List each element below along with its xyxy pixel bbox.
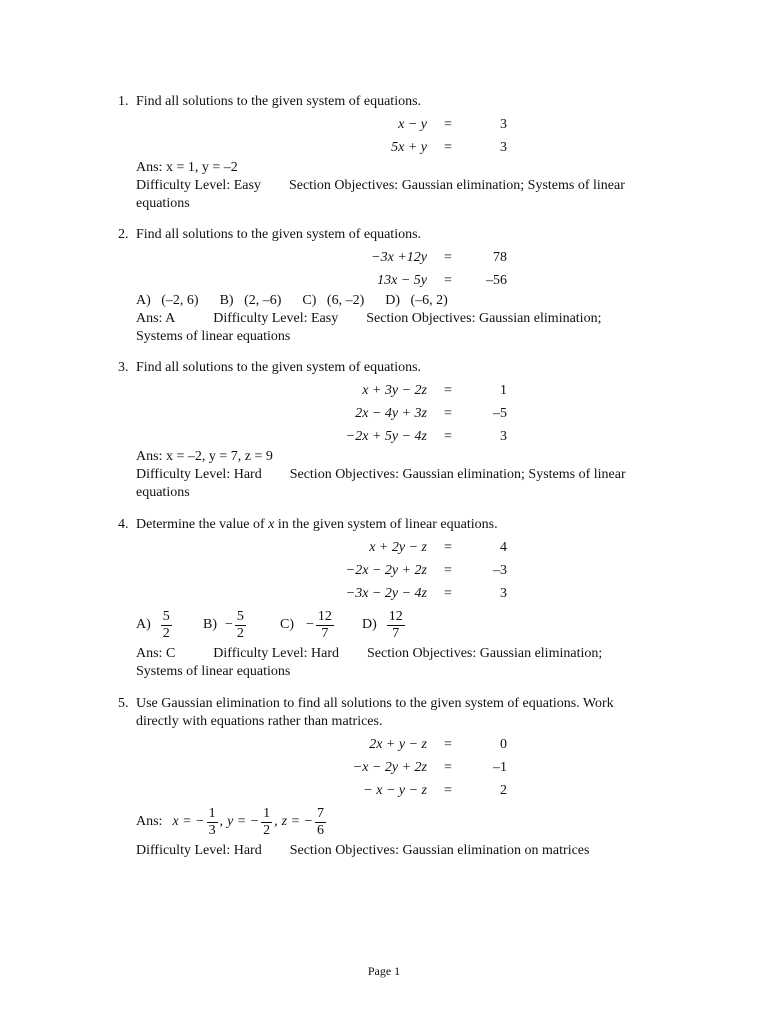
answer: Ans: A — [136, 311, 176, 326]
meta-line — [136, 842, 678, 860]
difficulty: Difficulty Level: Hard — [136, 843, 262, 858]
equation-system — [136, 246, 678, 292]
objectives-continued: equations — [136, 196, 190, 211]
fraction: $\frac{12}{7}$ — [317, 608, 332, 641]
equation-system — [136, 113, 678, 159]
answer-y: y = − $\frac{1}{2}$ , — [227, 805, 278, 838]
difficulty: Difficulty Level: Hard — [136, 467, 262, 482]
question-3 — [118, 359, 678, 502]
equation-row: 2x − 4y + 3z = –5 — [355, 405, 507, 421]
meta-line — [136, 310, 678, 328]
equation-system — [136, 733, 678, 802]
difficulty: Difficulty Level: Easy — [136, 178, 261, 193]
equation-row: 13x − 5y = –56 — [377, 272, 507, 288]
question-prompt: Find all solutions to the given system of equations. — [136, 94, 422, 109]
question-prompt-continued: directly with equations rather than matrices. — [136, 714, 383, 729]
question-4 — [118, 516, 678, 681]
objectives-continued: Systems of linear equations — [136, 664, 291, 679]
difficulty: Difficulty Level: Hard — [213, 646, 339, 661]
objectives: Section Objectives: Gaussian elimination on matrices — [289, 843, 590, 858]
question-1 — [118, 93, 678, 213]
equation-system — [136, 536, 678, 605]
answer: Ans: x = − $\frac{1}{3}$ , y = − $\frac{1}{2}$ , z = − $\frac{7}{6}$ — [136, 802, 678, 842]
question-number: 5. — [118, 696, 129, 711]
option-c: C) − $\frac{12}{7}$ — [280, 608, 332, 641]
objectives: Section Objectives: Gaussian elimination; — [366, 311, 602, 326]
question-number: 4. — [118, 517, 129, 532]
equation-row: x + 2y − z = 4 — [369, 539, 507, 555]
objectives: Section Objectives: Gaussian elimination; Systems of linear — [288, 178, 625, 193]
question-prompt: Determine the value of x in the given system of linear equations. — [136, 517, 498, 532]
equation-row: − x − y − z = 2 — [363, 782, 507, 798]
question-number: 1. — [118, 94, 129, 109]
equation-row: 5x + y = 3 — [391, 139, 507, 155]
option-d: D) $\frac{12}{7}$ — [362, 608, 403, 641]
question-number: 3. — [118, 360, 129, 375]
answer: Ans: C — [136, 646, 176, 661]
equation-row: x + 3y − 2z = 1 — [362, 382, 507, 398]
question-2 — [118, 226, 678, 346]
fraction: $\frac{1}{3}$ — [208, 805, 216, 838]
equation-row: −2x + 5y − 4z = 3 — [345, 428, 507, 444]
page-footer: Page 1 — [367, 964, 401, 978]
fraction: $\frac{1}{2}$ — [263, 805, 271, 838]
option-a: A) $\frac{5}{2}$ — [136, 608, 170, 641]
answer: Ans: x = –2, y = 7, z = 9 — [136, 449, 273, 464]
question-prompt: Use Gaussian elimination to find all solutions to the given system of equations. Work — [136, 696, 614, 711]
equation-row: x − y = 3 — [398, 116, 507, 132]
answer-z: z = − $\frac{7}{6}$ — [281, 805, 325, 838]
objectives-continued: equations — [136, 485, 190, 500]
question-prompt: Find all solutions to the given system of equations. — [136, 360, 422, 375]
question-prompt: Find all solutions to the given system of equations. — [136, 227, 422, 242]
answer-options — [136, 605, 678, 645]
difficulty: Difficulty Level: Easy — [213, 311, 339, 326]
fraction: $\frac{5}{2}$ — [162, 608, 170, 641]
fraction: $\frac{5}{2}$ — [236, 608, 244, 641]
meta-line — [136, 645, 678, 663]
equation-row: −x − 2y + 2z = –1 — [352, 759, 507, 775]
fraction: $\frac{7}{6}$ — [317, 805, 325, 838]
option-b: B) − $\frac{5}{2}$ — [203, 608, 244, 641]
question-5 — [118, 695, 678, 860]
equation-row: −2x − 2y + 2z = –3 — [345, 562, 507, 578]
objectives: Section Objectives: Gaussian elimination; — [367, 646, 603, 661]
equation-row: −3x +12y = 78 — [371, 249, 507, 265]
meta-line — [136, 466, 678, 484]
objectives: Section Objectives: Gaussian elimination; Systems of linear — [289, 467, 626, 482]
question-number: 2. — [118, 227, 129, 242]
equation-row: 2x + y − z = 0 — [369, 736, 507, 752]
fraction: $\frac{12}{7}$ — [388, 608, 403, 641]
answer: Ans: x = 1, y = –2 — [136, 160, 238, 175]
meta-line — [136, 177, 678, 195]
answer-options: A) (–2, 6) B) (2, –6) C) (6, –2) D) (–6, 2) — [136, 293, 448, 308]
equation-row: −3x − 2y − 4z = 3 — [345, 585, 507, 601]
equation-system — [136, 379, 678, 448]
answer-x: x = − $\frac{1}{3}$ , — [172, 805, 224, 838]
objectives-continued: Systems of linear equations — [136, 329, 291, 344]
